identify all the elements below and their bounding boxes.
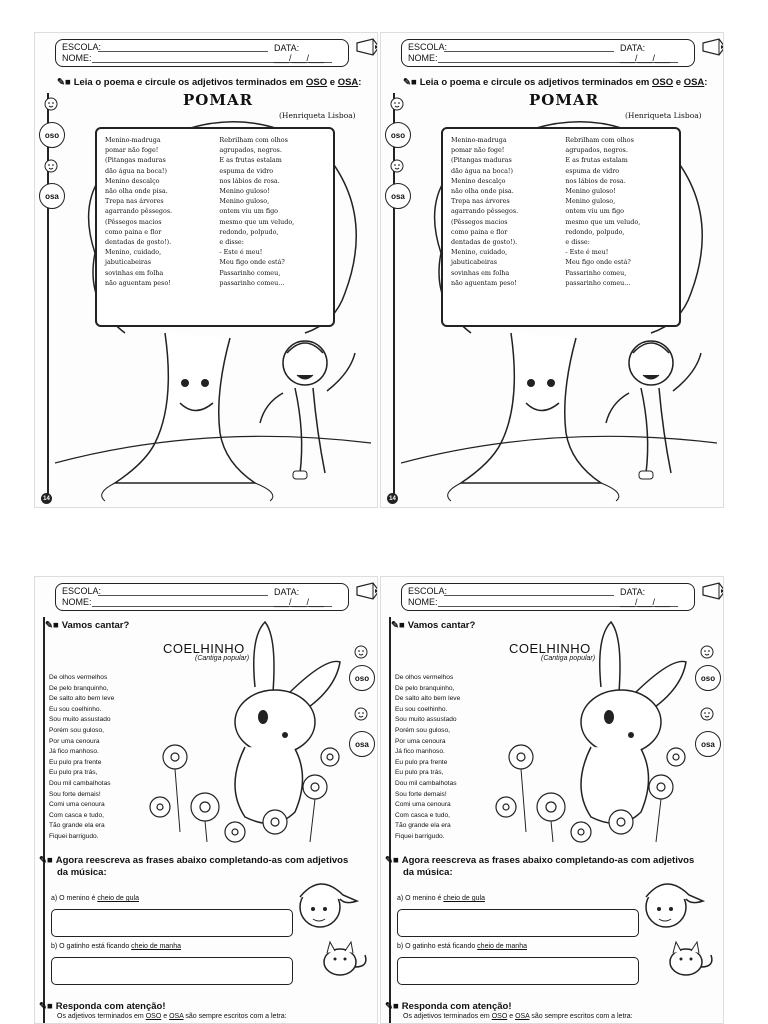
song-line: De olhos vermelhos (49, 674, 108, 681)
answer-box-a[interactable] (397, 909, 639, 937)
song-lyrics (49, 673, 114, 843)
song-line: Com casca e tudo, (395, 811, 450, 819)
answer-box-b[interactable] (397, 957, 639, 985)
poem-column-2 (565, 135, 671, 319)
song-line: Com casca e tudo, (49, 811, 104, 819)
poem-line: Menino guloso, (219, 197, 270, 206)
question-a: a) O menino é cheio de gula (397, 895, 485, 902)
poem-line: agrupados, negros. (219, 146, 282, 155)
song-title: COELHINHO (163, 641, 245, 656)
song-line: De pelo branquinho, (395, 684, 455, 692)
instruction-rewrite-2: da música: (403, 867, 453, 878)
date-label: DATA: ___/___/___ (620, 587, 671, 607)
song-line: Tão grande ela era (49, 822, 105, 830)
poem-line: Menino, cuidado, (105, 248, 162, 257)
tag-oso: oso (385, 122, 411, 148)
rule-note: Os adjetivos terminados em OSO e OSA são sempre escritos com a letra: (403, 1013, 633, 1020)
poem-line: (Pitangas maduras (105, 156, 166, 165)
poem-line: redondo, polpudo, (565, 227, 625, 236)
song-line: Tão grande ela era (395, 822, 451, 830)
header-box (401, 583, 695, 611)
song-line: De salto alto bem leve (49, 695, 115, 703)
song-line: Dou mil cambalhotas (395, 779, 457, 787)
song-line: Eu pulo pra frente (49, 758, 102, 766)
school-label: ESCOLA: (408, 42, 448, 52)
tag-oso: oso (695, 665, 721, 691)
poem-line: não olha onde pisa. (451, 187, 514, 196)
poem-line: jabuticabeiras (451, 258, 498, 267)
poem-line: Menino-madruga (451, 136, 507, 144)
date-label: DATA: ___/___/___ (274, 43, 325, 63)
poem-line: e disse: (219, 238, 244, 247)
worksheet-pomar-right (380, 32, 724, 508)
poem-line: Passarinho comeu, (565, 268, 627, 277)
worksheet-coelhinho-right (380, 576, 724, 1024)
poem-line: Meu figo onde está? (219, 258, 285, 267)
instruction-text: ✎■ Leia o poema e circule os adjetivos terminados em OSO e OSA: (403, 77, 708, 88)
name-label: NOME: (62, 53, 92, 63)
poem-line: dentadas de gosto!). (451, 238, 518, 247)
header-box (55, 583, 349, 611)
song-line: Sou forte demais! (395, 790, 447, 798)
poem-line: sovinhas em folha (451, 268, 510, 277)
song-line: Fiquei barrigudo. (49, 832, 99, 840)
poem-line: - Este é meu! (219, 248, 263, 257)
poem-column-1 (105, 135, 211, 319)
date-label: DATA: ___/___/___ (620, 43, 671, 63)
poem-line: dentadas de gosto!). (105, 238, 172, 247)
poem-line: Passarinho comeu, (219, 268, 281, 277)
song-line: Eu pulo pra frente (395, 758, 448, 766)
question-a: a) O menino é cheio de gula (51, 895, 139, 902)
song-line: De olhos vermelhos (395, 674, 454, 681)
song-line: De pelo branquinho, (49, 684, 109, 692)
question-b: b) O gatinho está ficando cheio de manha (51, 943, 181, 950)
poem-line: (Pêssegos macios (105, 217, 162, 226)
poem-line: e disse: (565, 238, 590, 247)
song-line: Eu sou coelhinho. (395, 705, 448, 713)
song-subtitle: (Cantiga popular) (541, 655, 596, 662)
name-label: NOME: (408, 597, 438, 607)
tag-oso: oso (349, 665, 375, 691)
pencil-bullet-icon: ✎■ (57, 77, 71, 88)
instruction-rewrite: ✎■ Agora reescreva as frases abaixo completando-as com adjetivos (385, 855, 695, 866)
poem-line: como paina e flor (451, 227, 508, 236)
poem-column-1 (451, 135, 557, 319)
poem-box (441, 127, 681, 327)
poem-line: E as frutas estalam (219, 156, 282, 165)
poem-line: espuma de vidro (565, 166, 620, 175)
poem-line: dão água na boca!) (451, 166, 513, 175)
poem-line: Menino descalço (105, 176, 160, 185)
poem-line: mesmo que um veludo, (565, 217, 641, 226)
worksheet-pomar-left (34, 32, 378, 508)
poem-line: pomar não foge! (451, 146, 505, 155)
header-box (401, 39, 695, 67)
song-line: Eu sou coelhinho. (49, 705, 102, 713)
song-line: Já fico manhoso. (49, 748, 99, 756)
instruction-sing: ✎■ Vamos cantar? (45, 620, 130, 631)
school-label: ESCOLA: (62, 586, 102, 596)
poem-line: ontem viu um figo (565, 207, 625, 216)
song-line: Por uma cenoura (395, 737, 446, 745)
poem-line: redondo, polpudo, (219, 227, 279, 236)
page-number: 14 (41, 493, 52, 504)
girl-face-icon (697, 643, 717, 659)
poem-line: Trepa nas árvores (105, 197, 164, 206)
pencil-icon (355, 37, 378, 57)
rule-note: Os adjetivos terminados em OSO e OSA são sempre escritos com a letra: (57, 1013, 287, 1020)
song-line: Já fico manhoso. (395, 748, 445, 756)
poem-line: Menino guloso! (565, 187, 616, 196)
instruction-rewrite-2: da música: (57, 867, 107, 878)
poem-line: sovinhas em folha (105, 268, 164, 277)
song-title: COELHINHO (509, 641, 591, 656)
tag-osa: osa (695, 731, 721, 757)
song-lyrics (395, 673, 460, 843)
poem-line: não aguentam peso! (451, 278, 517, 287)
poem-line: espuma de vidro (219, 166, 274, 175)
poem-line: Trepa nas árvores (451, 197, 510, 206)
boy-face-icon (697, 705, 717, 721)
pencil-icon (355, 581, 378, 601)
school-label: ESCOLA: (62, 42, 102, 52)
song-line: Sou muito assustado (49, 716, 111, 724)
question-b: b) O gatinho está ficando cheio de manha (397, 943, 527, 950)
poem-title: POMAR (183, 91, 254, 109)
instruction-text: ✎■ Leia o poema e circule os adjetivos terminados em OSO e OSA: (57, 77, 362, 88)
boy-face-icon (351, 705, 371, 721)
poem-line: não olha onde pisa. (105, 187, 168, 196)
poem-line: passarinho comeu... (565, 278, 631, 287)
poem-line: Meu figo onde está? (565, 258, 631, 267)
poem-line: Menino-madruga (105, 136, 161, 144)
poem-title: POMAR (529, 91, 600, 109)
worksheet-coelhinho-left (34, 576, 378, 1024)
pencil-bullet-icon: ✎■ (391, 620, 405, 631)
pencil-bullet-icon: ✎■ (385, 855, 399, 866)
poem-line: não aguentam peso! (105, 278, 171, 287)
pencil-bullet-icon: ✎■ (39, 855, 53, 866)
song-line: Por uma cenoura (49, 737, 100, 745)
poem-line: Rebrilham com olhos (565, 136, 634, 144)
song-line: Sou forte demais! (49, 790, 101, 798)
instruction-answer: ✎■ Responda com atenção! (385, 1001, 512, 1012)
poem-line: nos lábios de rosa. (219, 176, 280, 185)
pencil-icon (701, 581, 724, 601)
song-line: Fiquei barrigudo. (395, 832, 445, 840)
bunny-flowers-illustration (135, 617, 345, 847)
school-label: ESCOLA: (408, 586, 448, 596)
song-line: Eu pulo pra trás, (395, 769, 444, 777)
tag-osa: osa (349, 731, 375, 757)
poem-column-2 (219, 135, 325, 319)
pencil-bullet-icon: ✎■ (39, 1001, 53, 1012)
date-label: DATA: ___/___/___ (274, 587, 325, 607)
poem-line: agrupados, negros. (565, 146, 628, 155)
poem-line: dão água na boca!) (105, 166, 167, 175)
pencil-bullet-icon: ✎■ (385, 1001, 399, 1012)
song-line: Comi uma cenoura (395, 801, 451, 809)
song-subtitle: (Cantiga popular) (195, 655, 250, 662)
name-label: NOME: (62, 597, 92, 607)
tag-osa: osa (39, 183, 65, 209)
song-line: Sou muito assustado (395, 716, 457, 724)
name-label: NOME: (408, 53, 438, 63)
song-line: Eu pulo pra trás, (49, 769, 98, 777)
poem-line: mesmo que um veludo, (219, 217, 295, 226)
poem-line: (Pitangas maduras (451, 156, 512, 165)
tag-oso: oso (39, 122, 65, 148)
poem-line: jabuticabeiras (105, 258, 152, 267)
instruction-answer: ✎■ Responda com atenção! (39, 1001, 166, 1012)
song-line: Porém sou guloso, (395, 726, 450, 734)
poem-line: nos lábios de rosa. (565, 176, 626, 185)
answer-box-b[interactable] (51, 957, 293, 985)
bunny-flowers-illustration (481, 617, 691, 847)
poem-line: passarinho comeu... (219, 278, 285, 287)
poem-author: (Henriqueta Lisboa) (625, 111, 702, 120)
instruction-rewrite: ✎■ Agora reescreva as frases abaixo completando-as com adjetivos (39, 855, 349, 866)
poem-line: (Pêssegos macios (451, 217, 508, 226)
poem-line: pomar não foge! (105, 146, 159, 155)
song-line: Dou mil cambalhotas (49, 779, 111, 787)
boy-cap-cat-illustration (631, 867, 717, 987)
poem-line: como paina e flor (105, 227, 162, 236)
pencil-bullet-icon: ✎■ (45, 620, 59, 631)
poem-line: Menino guloso! (219, 187, 270, 196)
tag-osa: osa (385, 183, 411, 209)
poem-line: Rebrilham com olhos (219, 136, 288, 144)
pencil-bullet-icon: ✎■ (403, 77, 417, 88)
poem-line: - Este é meu! (565, 248, 609, 257)
song-line: De salto alto bem leve (395, 695, 461, 703)
header-box (55, 39, 349, 67)
boy-cap-cat-illustration (285, 867, 371, 987)
poem-line: agarrando pêssegos. (105, 207, 173, 216)
page-number: 14 (387, 493, 398, 504)
poem-author: (Henriqueta Lisboa) (279, 111, 356, 120)
poem-line: Menino guloso, (565, 197, 616, 206)
poem-line: ontem viu um figo (219, 207, 279, 216)
answer-box-a[interactable] (51, 909, 293, 937)
instruction-sing: ✎■ Vamos cantar? (391, 620, 476, 631)
pencil-icon (701, 37, 724, 57)
poem-box (95, 127, 335, 327)
girl-face-icon (351, 643, 371, 659)
poem-line: E as frutas estalam (565, 156, 628, 165)
poem-line: Menino, cuidado, (451, 248, 508, 257)
song-line: Porém sou guloso, (49, 726, 104, 734)
song-line: Comi uma cenoura (49, 801, 105, 809)
poem-line: Menino descalço (451, 176, 506, 185)
poem-line: agarrando pêssegos. (451, 207, 519, 216)
